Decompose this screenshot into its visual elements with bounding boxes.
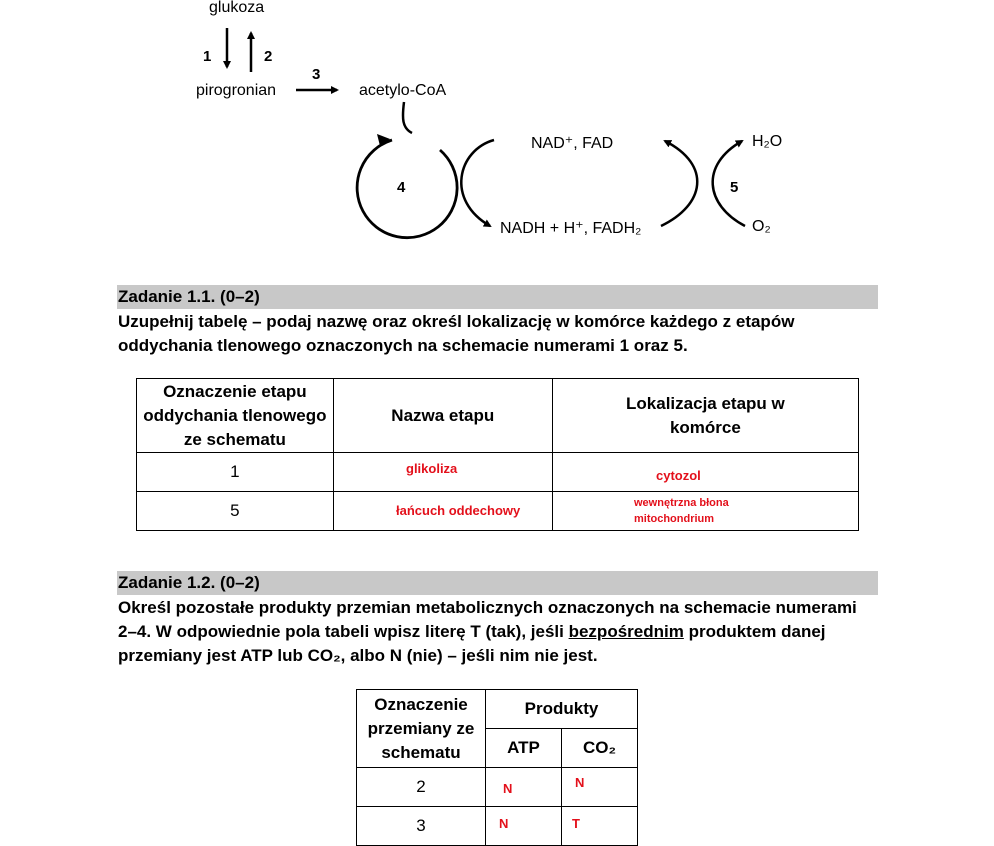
answer-location-1: cytozol	[656, 468, 701, 483]
instructions-underlined: bezpośrednim	[568, 622, 684, 641]
answer-name-5: łańcuch oddechowy	[396, 503, 521, 518]
table1-header-name: Nazwa etapu	[333, 379, 552, 453]
table1-cell-id: 1	[137, 453, 334, 492]
arrow-nad-to-nadh	[461, 140, 494, 226]
arrow-o2-to-h2o	[713, 141, 745, 226]
table1-header-location: Lokalizacja etapu w komórce	[552, 379, 858, 453]
table2-cell-atp[interactable]	[486, 807, 562, 846]
label-nadh: NADH + H⁺, FADH₂	[500, 220, 642, 237]
label-acetylo-coa: acetylo-CoA	[359, 82, 447, 99]
table2-cell-atp[interactable]	[486, 768, 562, 807]
table2-header-co2: CO₂	[562, 729, 638, 768]
label-h2o: H₂O	[752, 133, 783, 150]
task-1-2-table	[356, 689, 638, 846]
label-glukoza: glukoza	[209, 0, 265, 16]
table2-cell-co2[interactable]	[562, 768, 638, 807]
task-1-2-instructions	[118, 596, 878, 668]
table1-cell-location[interactable]	[552, 453, 858, 492]
table-row	[357, 807, 638, 846]
table2-header-products: Produkty	[486, 690, 638, 729]
table2-header-atp: ATP	[486, 729, 562, 768]
answer-atp-3: N	[499, 816, 509, 831]
arrow-nadh-to-nad	[661, 141, 697, 226]
table2-cell-id: 3	[357, 807, 486, 846]
step-number-2: 2	[264, 48, 273, 65]
task-1-2-heading: Zadanie 1.2. (0–2)	[117, 571, 878, 595]
acetyl-entry-line	[403, 102, 412, 133]
task-1-1-heading: Zadanie 1.1. (0–2)	[117, 285, 878, 309]
label-nad-fad: NAD⁺, FAD	[531, 135, 614, 152]
instructions-part-b: produktem danej przemiany jest ATP lub CO₂, albo N (nie) – jeśli nim nie jest.	[118, 622, 826, 665]
answer-co2-3: T	[572, 816, 580, 831]
instructions-part-a: Określ pozostałe produkty przemian metabolicznych oznaczonych na schemacie numerami 2–4. W odpowiednie pola tabeli wpisz literę T (tak), jeśli	[118, 598, 857, 641]
step-number-3: 3	[312, 66, 321, 83]
label-o2: O₂	[752, 218, 771, 235]
answer-atp-2: N	[503, 781, 513, 796]
table-row	[137, 453, 859, 492]
cycle-4-arc	[357, 140, 457, 238]
answer-name-1: glikoliza	[406, 461, 458, 476]
diagram-arrows	[0, 0, 994, 260]
task-1-1-instructions: Uzupełnij tabelę – podaj nazwę oraz określ lokalizację w komórce każdego z etapów oddychania tlenowego oznaczonych na schemacie numerami 1 oraz 5.	[118, 312, 795, 355]
step-number-5: 5	[730, 179, 739, 196]
step-number-4: 4	[397, 179, 406, 196]
answer-location-5: wewnętrzna błona mitochondrium	[634, 497, 729, 525]
table1-cell-id: 5	[137, 492, 334, 531]
label-pirogronian: pirogronian	[196, 82, 277, 99]
answer-co2-2: N	[575, 775, 585, 790]
step-number-1: 1	[203, 48, 212, 65]
table-row	[357, 768, 638, 807]
table1-header-stage-id: Oznaczenie etapu oddychania tlenowego ze schematu	[137, 379, 334, 453]
table2-cell-id: 2	[357, 768, 486, 807]
table2-header-id: Oznaczenie przemiany ze schematu	[357, 690, 486, 768]
